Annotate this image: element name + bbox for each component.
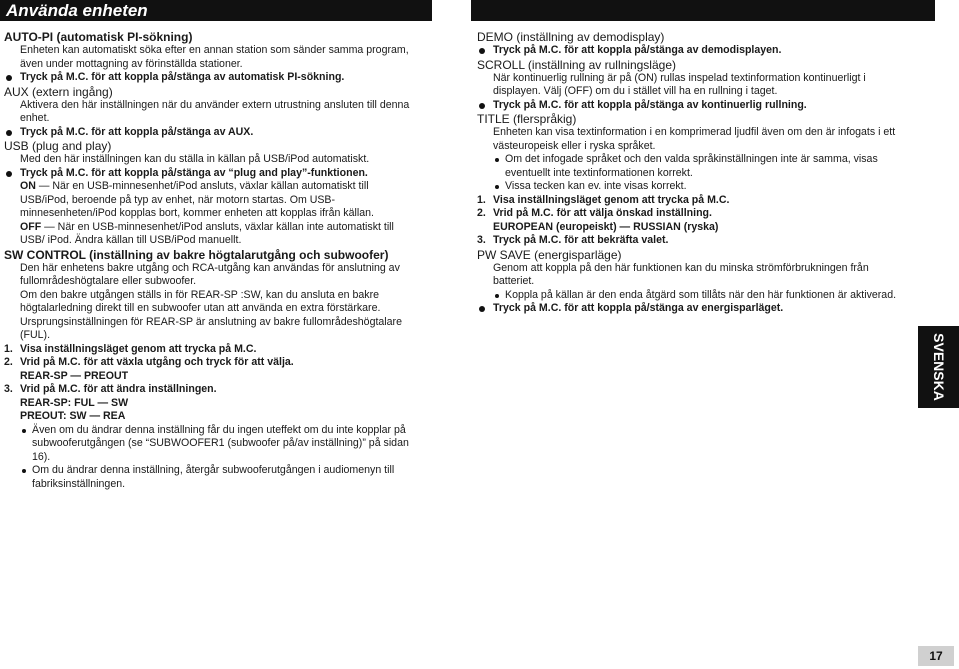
usb-on-text: — När en USB-minnesenhet/iPod ansluts, växlar källan automatiskt till USB/iPod, beroende på typ av enhet, när motorn startas. Om USB-minnesenheten/iPod kopplas bort, kommer enheten att kopplas ifrån källan. bbox=[20, 180, 374, 219]
small-bullet-icon bbox=[22, 469, 26, 473]
aux-description: Aktivera den här inställningen när du använder extern utrustning ansluten till denna enhet. bbox=[20, 98, 410, 124]
title-step-1 bbox=[477, 194, 907, 208]
demo-bullet-text: Tryck på M.C. för att koppla på/stänga av demodisplayen. bbox=[493, 44, 782, 56]
title-step-2-text: Vrid på M.C. för att välja önskad inställning. bbox=[493, 207, 712, 219]
sw-step-3-text: Vrid på M.C. för att ändra inställningen. bbox=[20, 383, 217, 395]
bullet-dot-icon bbox=[479, 103, 485, 109]
small-bullet-icon bbox=[495, 158, 499, 162]
small-bullet-icon bbox=[22, 429, 26, 433]
sw-note-1 bbox=[4, 424, 420, 465]
usb-off-text: — När en USB-minnesenhet/iPod ansluts, växlar källan inte automatiskt till USB/ iPod. Ändra källan till USB/iPod manuellt. bbox=[20, 220, 394, 246]
language-tab bbox=[918, 326, 959, 408]
title-step-3 bbox=[477, 234, 907, 248]
sw-step-3-options-1: REAR-SP: FUL — SW bbox=[20, 396, 129, 409]
page-header-bar bbox=[0, 0, 432, 21]
usb-description: Med den här inställningen kan du ställa in källan på USB/iPod automatiskt. bbox=[20, 153, 370, 165]
bullet-dot-icon bbox=[479, 48, 485, 54]
sw-paragraph-1: Den här enhetens bakre utgång och RCA-utgång kan användas för anslutning av fullområdeshögtalare eller subwoofer. bbox=[20, 261, 400, 287]
sw-step-2 bbox=[4, 356, 420, 370]
aux-bullet bbox=[4, 126, 420, 140]
sw-step-3 bbox=[4, 383, 420, 397]
bullet-dot-icon bbox=[479, 306, 485, 312]
sw-step-1 bbox=[4, 343, 420, 357]
aux-bullet-text: Tryck på M.C. för att koppla på/stänga av AUX. bbox=[20, 125, 254, 138]
sw-step-2-text: Vrid på M.C. för att växla utgång och tryck för att välja. bbox=[20, 356, 294, 368]
title-note-1-text: Om det infogade språket och den valda språkinställningen inte är samma, visas eventuellt inte textinformationen korrekt. bbox=[505, 153, 878, 179]
pw-note-1 bbox=[477, 289, 907, 303]
pw-bullet bbox=[477, 302, 907, 316]
demo-bullet bbox=[477, 44, 907, 58]
sw-paragraph-2: Om den bakre utgången ställs in för REAR-SP :SW, kan du ansluta en bakre högtalarledning direkt till en subwoofer utan att använda en extra förstärkare. bbox=[20, 288, 381, 314]
autopi-bullet bbox=[4, 71, 420, 85]
step-number: 3. bbox=[477, 234, 486, 246]
title-note-1 bbox=[477, 153, 907, 180]
small-bullet-icon bbox=[495, 185, 499, 189]
usb-off-key: OFF bbox=[20, 220, 42, 233]
title-note-2 bbox=[477, 180, 907, 194]
usb-bullet bbox=[4, 167, 420, 181]
usb-on-option bbox=[4, 180, 420, 221]
scroll-description: När kontinuerlig rullning är på (ON) rullas inspelad textinformation kontinuerligt i displayen. Välj (OFF) om du i stället vill ha en rullning i taget. bbox=[493, 71, 866, 97]
title-step-1-text: Visa inställningsläget genom att trycka på M.C. bbox=[493, 193, 730, 206]
bullet-dot-icon bbox=[6, 130, 12, 136]
step-number: 1. bbox=[4, 342, 13, 355]
autopi-description: Enheten kan automatiskt söka efter en annan station som sänder samma program, även under mottagning av förinställda stationer. bbox=[20, 44, 409, 70]
scroll-bullet bbox=[477, 99, 907, 113]
sw-step-3-options-2: PREOUT: SW — REA bbox=[20, 410, 126, 422]
page-number-box bbox=[918, 646, 954, 666]
section-heading-pw-save: PW SAVE (energisparläge) bbox=[477, 247, 622, 262]
title-step-2-options: EUROPEAN (europeiskt) — RUSSIAN (ryska) bbox=[493, 220, 719, 233]
pw-note-1-text: Koppla på källan är den enda åtgärd som tillåts när den här funktionen är aktiverad. bbox=[505, 288, 897, 301]
step-number: 2. bbox=[477, 207, 486, 219]
section-heading-usb: USB (plug and play) bbox=[4, 139, 112, 153]
sw-step-2-options: REAR-SP — PREOUT bbox=[20, 369, 129, 382]
title-step-3-text: Tryck på M.C. för att bekräfta valet. bbox=[493, 234, 669, 246]
right-column bbox=[477, 30, 907, 316]
bullet-dot-icon bbox=[6, 171, 12, 177]
title-step-2 bbox=[477, 207, 907, 221]
sw-paragraph-3: Ursprungsinställningen för REAR-SP är anslutning av bakre fullområdeshögtalare (FUL). bbox=[20, 315, 402, 341]
pw-description: Genom att koppla på den här funktionen kan du minska strömförbrukningen från batteriet. bbox=[493, 261, 869, 287]
step-number: 1. bbox=[477, 193, 486, 206]
section-heading-scroll: SCROLL (inställning av rullningsläge) bbox=[477, 57, 676, 72]
section-heading-title: TITLE (flerspråkig) bbox=[477, 112, 577, 126]
title-note-2-text: Vissa tecken kan ev. inte visas korrekt. bbox=[505, 180, 687, 192]
pw-bullet-text: Tryck på M.C. för att koppla på/stänga av energisparläget. bbox=[493, 302, 784, 314]
sw-note-1-text: Även om du ändrar denna inställning får du ingen uteffekt om du inte kopplar på subwooferutgången (se “SUBWOOFER1 (subwoofer på/av inställning)” på sidan 16). bbox=[32, 423, 409, 463]
section-heading-sw-control: SW CONTROL (inställning av bakre högtalarutgång och subwoofer) bbox=[4, 247, 389, 262]
left-column bbox=[4, 30, 420, 491]
page-header-bar-right bbox=[471, 0, 935, 21]
bullet-dot-icon bbox=[6, 75, 12, 81]
sw-note-2-text: Om du ändrar denna inställning, återgår subwooferutgången i audiomenyn till fabriksinställningen. bbox=[32, 464, 395, 490]
section-heading-demo: DEMO (inställning av demodisplay) bbox=[477, 30, 665, 44]
step-number: 3. bbox=[4, 383, 13, 395]
title-description: Enheten kan visa textinformation i en komprimerad ljudfil även om den är infogats i ett västeuropeisk eller i ryska språket. bbox=[493, 126, 896, 152]
usb-bullet-text: Tryck på M.C. för att koppla på/stänga av “plug and play”-funktionen. bbox=[20, 166, 368, 179]
page-number: 17 bbox=[929, 649, 943, 663]
usb-off-option bbox=[4, 221, 420, 248]
usb-on-key: ON bbox=[20, 180, 36, 192]
sw-step-1-text: Visa inställningsläget genom att trycka på M.C. bbox=[20, 342, 257, 355]
scroll-bullet-text: Tryck på M.C. för att koppla på/stänga av kontinuerlig rullning. bbox=[493, 98, 807, 111]
sw-note-2 bbox=[4, 464, 420, 491]
step-number: 2. bbox=[4, 356, 13, 368]
page-title: Använda enheten bbox=[6, 1, 148, 20]
autopi-bullet-text: Tryck på M.C. för att koppla på/stänga av automatisk PI-sökning. bbox=[20, 71, 345, 83]
small-bullet-icon bbox=[495, 294, 499, 298]
section-heading-aux: AUX (extern ingång) bbox=[4, 84, 113, 99]
section-heading-autopi: AUTO-PI (automatisk PI-sökning) bbox=[4, 30, 193, 44]
language-tab-label: SVENSKA bbox=[931, 333, 947, 401]
